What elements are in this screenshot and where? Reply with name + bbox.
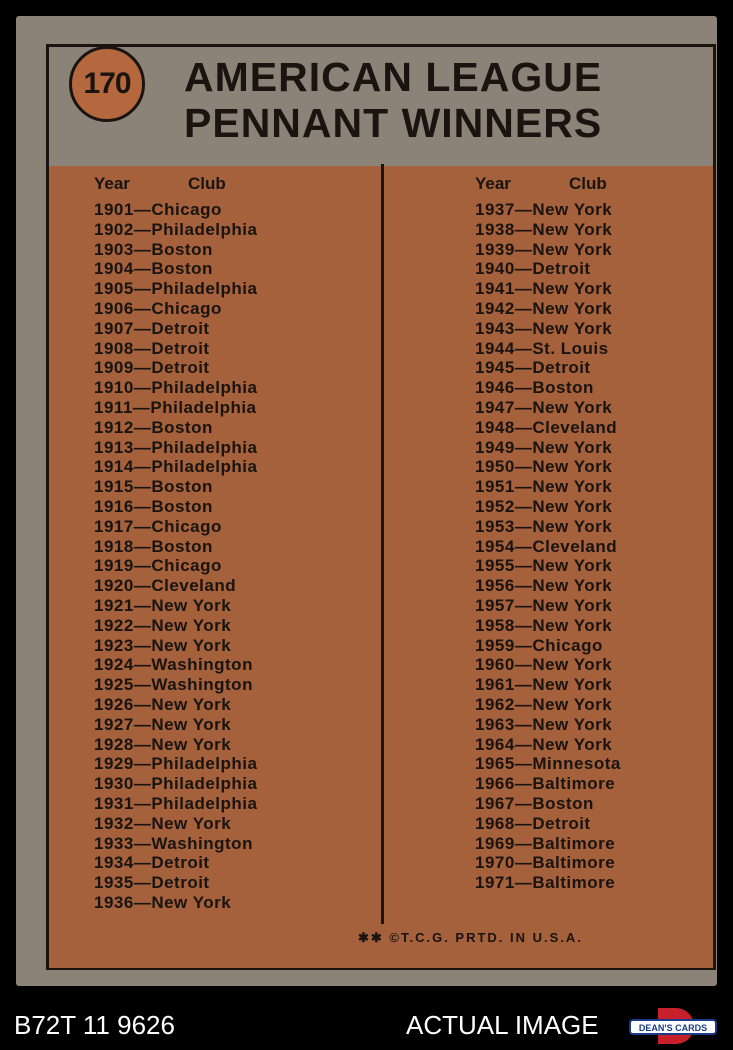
- pennant-row: 1915—Boston: [94, 477, 213, 497]
- pennant-row: 1911—Philadelphia: [94, 397, 257, 417]
- pennant-row: 1946—Boston: [475, 378, 594, 398]
- pennant-row: 1940—Detroit: [475, 259, 591, 279]
- pennant-row: 1935—Detroit: [94, 873, 210, 893]
- pennant-row: 1912—Boston: [94, 417, 213, 437]
- pennant-row: 1924—Washington: [94, 655, 253, 675]
- pennant-row: 1922—New York: [94, 615, 232, 635]
- pennant-row: 1959—Chicago: [475, 635, 603, 655]
- pennant-row: 1961—New York: [475, 675, 613, 695]
- pennant-row: 1925—Washington: [94, 675, 253, 695]
- pennant-row: 1954—Cleveland: [475, 536, 618, 556]
- pennant-row: 1926—New York: [94, 694, 232, 714]
- pennant-row: 1960—New York: [475, 655, 613, 675]
- actual-image-label: ACTUAL IMAGE: [406, 1010, 599, 1040]
- logo-text: DEAN'S CARDS: [638, 1023, 708, 1033]
- pennant-row: 1939—New York: [475, 239, 613, 259]
- pennant-row: 1902—Philadelphia: [94, 219, 258, 239]
- year-header: Year: [475, 174, 511, 193]
- pennant-row: 1943—New York: [475, 318, 613, 338]
- pennant-row: 1944—St. Louis: [475, 338, 609, 358]
- pennant-row: 1937—New York: [475, 200, 613, 219]
- pennant-row: 1941—New York: [475, 279, 613, 299]
- pennant-row: 1930—Philadelphia: [94, 774, 258, 794]
- title-line-1: AMERICAN LEAGUE: [184, 54, 603, 100]
- pennant-row: 1913—Philadelphia: [94, 437, 258, 457]
- pennant-row: 1921—New York: [94, 595, 232, 615]
- pennant-row: 1958—New York: [475, 615, 613, 635]
- pennant-row: 1918—Boston: [94, 536, 213, 556]
- pennant-row: 1948—Cleveland: [475, 417, 618, 437]
- pennant-row: 1910—Philadelphia: [94, 378, 258, 398]
- pennant-row: 1971—Baltimore: [475, 873, 616, 893]
- card-number-badge: [69, 46, 145, 122]
- pennant-row: 1945—Detroit: [475, 358, 591, 378]
- pennant-row: 1901—Chicago: [94, 200, 222, 219]
- pennant-row: 1916—Boston: [94, 496, 213, 516]
- baseball-card: [16, 16, 717, 986]
- pennant-row: 1919—Chicago: [94, 556, 222, 576]
- pennant-row: 1904—Boston: [94, 259, 213, 279]
- pennant-row: 1969—Baltimore: [475, 833, 616, 853]
- club-header: Club: [188, 174, 226, 193]
- pennant-row: 1966—Baltimore: [475, 774, 616, 794]
- pennant-row: 1953—New York: [475, 516, 613, 536]
- pennant-row: 1907—Detroit: [94, 318, 210, 338]
- pennant-row: 1928—New York: [94, 734, 232, 754]
- year-header: Year: [94, 174, 130, 193]
- pennant-row: 1950—New York: [475, 457, 613, 477]
- pennant-row: 1917—Chicago: [94, 516, 222, 536]
- pennant-row: 1909—Detroit: [94, 358, 210, 378]
- pennant-row: 1970—Baltimore: [475, 853, 616, 873]
- pennant-row: 1938—New York: [475, 219, 613, 239]
- left-column: [94, 174, 257, 913]
- pennant-row: 1962—New York: [475, 694, 613, 714]
- pennant-row: 1956—New York: [475, 576, 613, 596]
- pennant-row: 1952—New York: [475, 496, 613, 516]
- pennant-row: 1951—New York: [475, 477, 613, 497]
- pennant-row: 1929—Philadelphia: [94, 754, 258, 774]
- pennant-row: 1965—Minnesota: [475, 754, 621, 774]
- right-column-header: [475, 174, 621, 200]
- right-row-list: [475, 200, 621, 893]
- card-title: [184, 54, 602, 146]
- title-line-2: PENNANT WINNERS: [184, 100, 603, 146]
- pennant-row: 1903—Boston: [94, 239, 213, 259]
- pennant-row: 1927—New York: [94, 714, 232, 734]
- print-credit: ✱✱ ©T.C.G. PRTD. IN U.S.A.: [358, 930, 583, 945]
- card-number: 170: [83, 67, 131, 100]
- pennant-row: 1914—Philadelphia: [94, 457, 258, 477]
- club-header: Club: [569, 174, 607, 193]
- right-column: [475, 174, 621, 893]
- pennant-row: 1949—New York: [475, 437, 613, 457]
- pennant-row: 1936—New York: [94, 892, 232, 912]
- pennant-row: 1931—Philadelphia: [94, 793, 258, 813]
- pennant-row: 1908—Detroit: [94, 338, 210, 358]
- pennant-row: 1967—Boston: [475, 793, 594, 813]
- pennant-row: 1933—Washington: [94, 833, 253, 853]
- column-divider: [381, 164, 384, 924]
- pennant-row: 1906—Chicago: [94, 298, 222, 318]
- pennant-row: 1963—New York: [475, 714, 613, 734]
- pennant-row: 1920—Cleveland: [94, 576, 237, 596]
- pennant-row: 1955—New York: [475, 556, 613, 576]
- pennant-row: 1905—Philadelphia: [94, 279, 258, 299]
- pennant-row: 1934—Detroit: [94, 853, 210, 873]
- left-column-header: [94, 174, 257, 200]
- pennant-row: 1947—New York: [475, 397, 613, 417]
- pennant-row: 1942—New York: [475, 298, 613, 318]
- pennant-row: 1968—Detroit: [475, 813, 591, 833]
- pennant-row: 1932—New York: [94, 813, 232, 833]
- pennant-row: 1923—New York: [94, 635, 232, 655]
- pennant-row: 1957—New York: [475, 595, 613, 615]
- cert-id: B72T 11 9626: [14, 1010, 175, 1040]
- left-row-list: [94, 200, 257, 913]
- deans-cards-logo: [628, 1006, 718, 1046]
- pennant-row: 1964—New York: [475, 734, 613, 754]
